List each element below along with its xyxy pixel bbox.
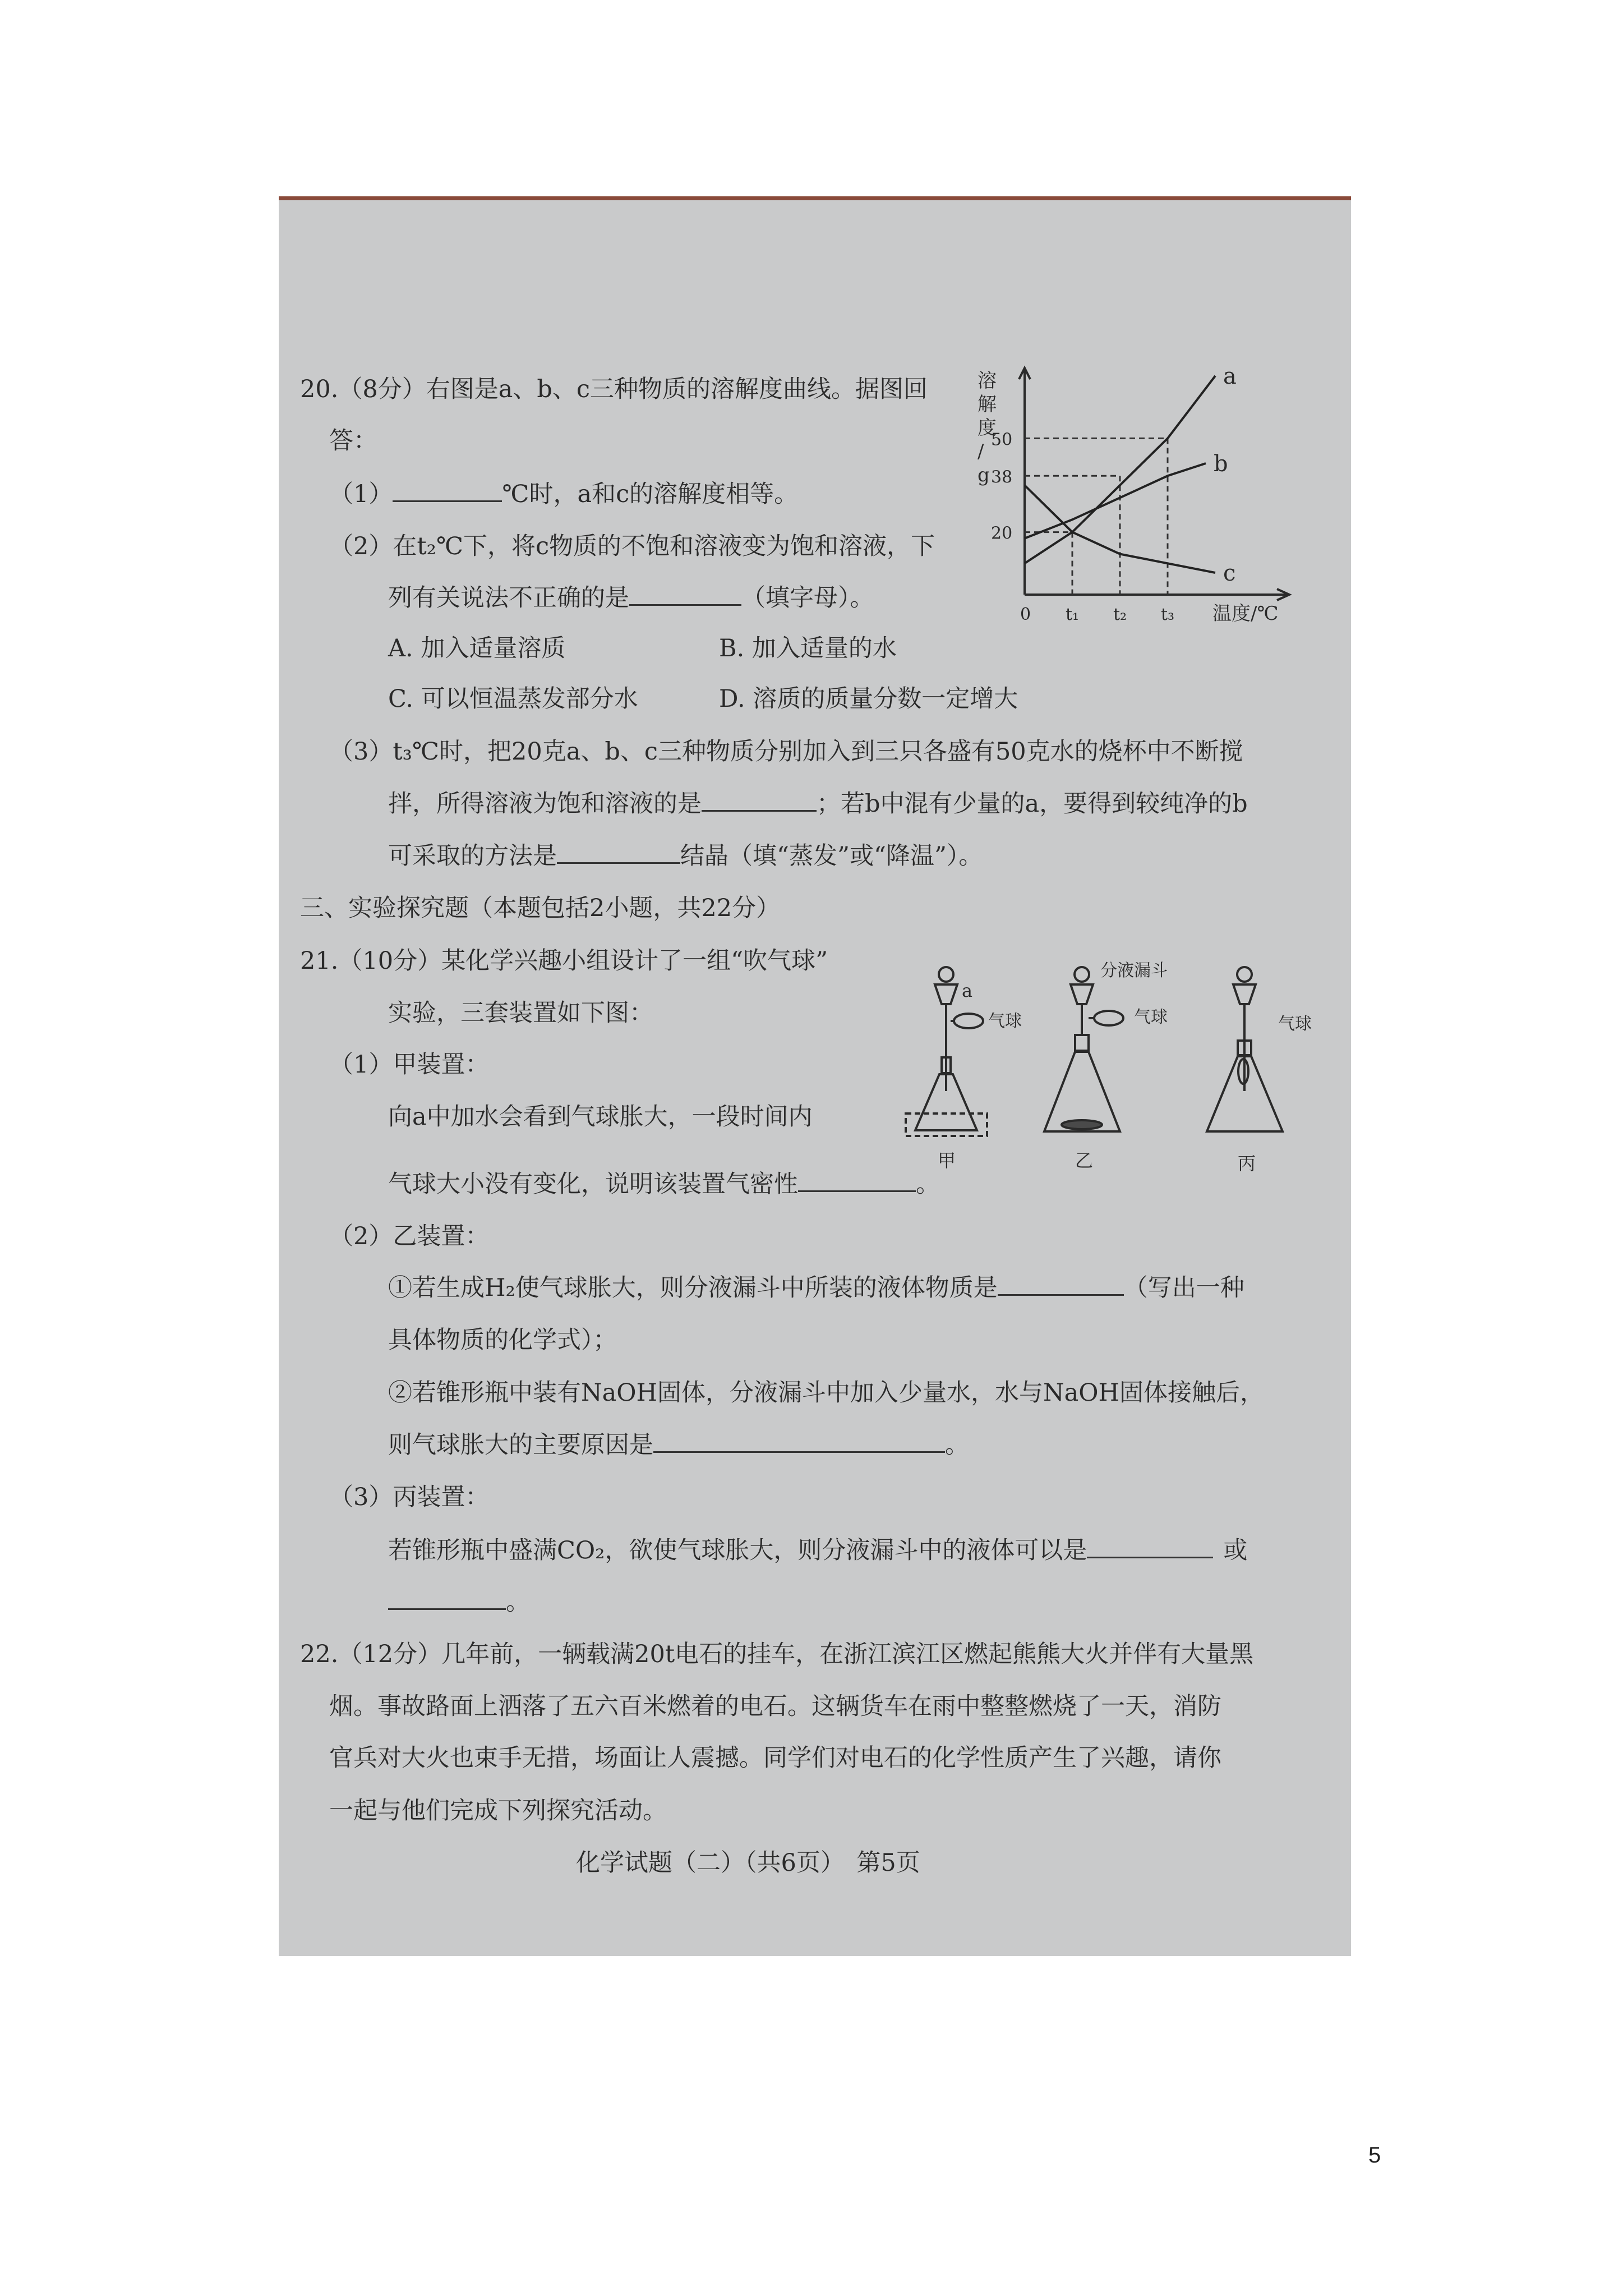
- balloon-apparatus-figure: [879, 951, 1339, 1175]
- q20-part3-line1: （3）t₃℃时，把20克a、b、c三种物质分别加入到三只各盛有50克水的烧杯中不断搅: [329, 738, 1243, 766]
- series-label-c: c: [1223, 560, 1236, 586]
- q21-bing-blank1[interactable]: [1087, 1536, 1213, 1558]
- balloon-yi: [1094, 1011, 1123, 1025]
- q20-part3-continuation: ；若b中混有少量的a，要得到较纯净的b: [817, 790, 1248, 818]
- q21-yi-q2-end: 。: [945, 1431, 969, 1459]
- q21-intro-line2: 实验，三套装置如下图：: [388, 999, 653, 1027]
- q20-part2-prompt: 列有关说法不正确的是: [388, 584, 629, 612]
- q21-yi-q1: [388, 1273, 1244, 1303]
- q20-part2-blank[interactable]: [629, 584, 741, 606]
- page-footer: 化学试题（二）（共6页） 第5页: [576, 1849, 920, 1877]
- q21-bing-heading: （3）丙装置：: [329, 1483, 490, 1511]
- q21-intro-line1: 21.（10分）某化学兴趣小组设计了一组“吹气球”: [300, 947, 828, 975]
- q20-part1-number: （1）: [329, 480, 393, 508]
- page-top-edge: [279, 196, 1351, 200]
- q20-option-b: B. 加入适量的水: [719, 634, 897, 662]
- q21-bing-or: 或: [1223, 1536, 1248, 1565]
- y-tick-38: 38: [991, 467, 1013, 487]
- balloon-jia: [954, 1014, 983, 1028]
- q20-part3-blank1[interactable]: [702, 790, 817, 812]
- series-label-b: b: [1214, 451, 1228, 477]
- q20-part1-blank[interactable]: [393, 480, 502, 502]
- scanned-exam-page: [279, 196, 1351, 1956]
- figure-label-funnel: 分液漏斗: [1100, 961, 1168, 981]
- q21-bing-end: 。: [506, 1588, 530, 1616]
- x-tick-1: t₁: [1066, 605, 1080, 624]
- q22-line1: 22.（12分）几年前，一辆载满20t电石的挂车，在浙江滨江区燃起熊熊大火并伴有大量黑: [300, 1640, 1254, 1668]
- figure-label-jia: 甲: [938, 1150, 956, 1171]
- q21-bing-line2: [388, 1588, 530, 1617]
- q21-jia-end: 。: [916, 1170, 940, 1198]
- q20-intro-line1: 20.（8分）右图是a、b、c三种物质的溶解度曲线。据图回: [300, 375, 928, 403]
- q21-yi-q2-blank[interactable]: [653, 1431, 945, 1453]
- q20-part1: [329, 480, 798, 509]
- q21-yi-q1-blank[interactable]: [998, 1274, 1124, 1296]
- page-number: 5: [1368, 2143, 1381, 2168]
- q21-yi-q1-prompt: ①若生成H₂使气球胀大，则分液漏斗中所装的液体物质是: [388, 1274, 998, 1302]
- q20-part3-method-hint: 结晶（填“蒸发”或“降温”）。: [680, 842, 983, 870]
- q21-yi-q2-line1: ②若锥形瓶中装有NaOH固体，分液漏斗中加入少量水，水与NaOH固体接触后，: [388, 1379, 1265, 1407]
- q20-option-d: D. 溶质的质量分数一定增大: [719, 685, 1018, 713]
- chart-axes: [1019, 368, 1289, 600]
- origin-label: 0: [1020, 605, 1031, 624]
- q22-line2: 烟。事故路面上洒落了五六百米燃着的电石。这辆货车在雨中整整燃烧了一天，消防: [329, 1692, 1221, 1720]
- q21-bing-prompt: 若锥形瓶中盛满CO₂，欲使气球胀大，则分液漏斗中的液体可以是: [388, 1536, 1087, 1565]
- q22-line3: 官兵对大火也束手无措，场面让人震撼。同学们对电石的化学性质产生了兴趣，请你: [329, 1744, 1221, 1772]
- x-tick-2: t₂: [1113, 605, 1127, 624]
- figure-label-balloon-yi: 气球: [1134, 1007, 1168, 1027]
- figure-label-yi: 乙: [1075, 1150, 1094, 1171]
- q20-part2-line2: [388, 583, 874, 613]
- q22-line4: 一起与他们完成下列探究活动。: [329, 1797, 667, 1825]
- q21-bing-line1: [388, 1536, 1247, 1565]
- q21-yi-heading: （2）乙装置：: [329, 1222, 490, 1250]
- q20-option-a: A. 加入适量溶质: [388, 634, 566, 662]
- q20-part3-line3: [388, 841, 983, 871]
- q21-jia-heading: （1）甲装置：: [329, 1051, 490, 1079]
- q20-part3-method-prompt: 可采取的方法是: [388, 842, 557, 870]
- x-axis-label: 温度/℃: [1212, 602, 1279, 625]
- q20-part2-line1: （2）在t₂℃下，将c物质的不饱和溶液变为饱和溶液，下: [329, 532, 935, 560]
- q20-part2-hint: （填字母）。: [741, 584, 874, 612]
- q21-yi-q2-prompt: 则气球胀大的主要原因是: [388, 1431, 653, 1459]
- y-tick-50: 50: [991, 430, 1013, 450]
- chart-guide-lines: [1025, 438, 1168, 595]
- q20-part3-line2: [388, 789, 1248, 818]
- q20-intro-line2: 答：: [329, 427, 377, 455]
- q21-yi-q1-hint: （写出一种: [1123, 1274, 1244, 1302]
- figure-label-bing: 丙: [1238, 1153, 1256, 1174]
- q20-part3-blank2[interactable]: [557, 842, 680, 864]
- q21-bing-blank2[interactable]: [388, 1588, 506, 1610]
- q20-part1-text: ℃时，a和c的溶解度相等。: [502, 480, 799, 508]
- figure-label-balloon-jia: 气球: [988, 1011, 1022, 1031]
- q21-yi-q1-line2: 具体物质的化学式）；: [388, 1326, 617, 1354]
- figure-label-a: a: [962, 980, 973, 1001]
- figure-label-balloon-bing: 气球: [1278, 1014, 1312, 1034]
- y-tick-20: 20: [991, 523, 1013, 544]
- q21-jia-line2: [388, 1170, 940, 1199]
- x-tick-3: t₃: [1161, 605, 1175, 624]
- q21-jia-prompt: 气球大小没有变化，说明该装置气密性: [388, 1170, 798, 1198]
- q21-jia-line1: 向a中加水会看到气球胀大，一段时间内: [388, 1103, 813, 1131]
- apparatus-bing: [1207, 967, 1283, 1131]
- y-axis-label: 溶解度/ g: [978, 370, 997, 486]
- apparatus-yi: [1044, 967, 1123, 1131]
- series-label-a: a: [1223, 364, 1237, 389]
- q20-part3-prompt: 拌，所得溶液为饱和溶液的是: [388, 790, 702, 818]
- series-line-b: [1025, 463, 1206, 539]
- section3-heading: 三、实验探究题（本题包括2小题，共22分）: [300, 894, 781, 922]
- solubility-chart: [974, 359, 1322, 639]
- q20-option-c: C. 可以恒温蒸发部分水: [388, 685, 638, 713]
- apparatus-jia: [906, 967, 987, 1136]
- q21-yi-q2-line2: [388, 1430, 969, 1460]
